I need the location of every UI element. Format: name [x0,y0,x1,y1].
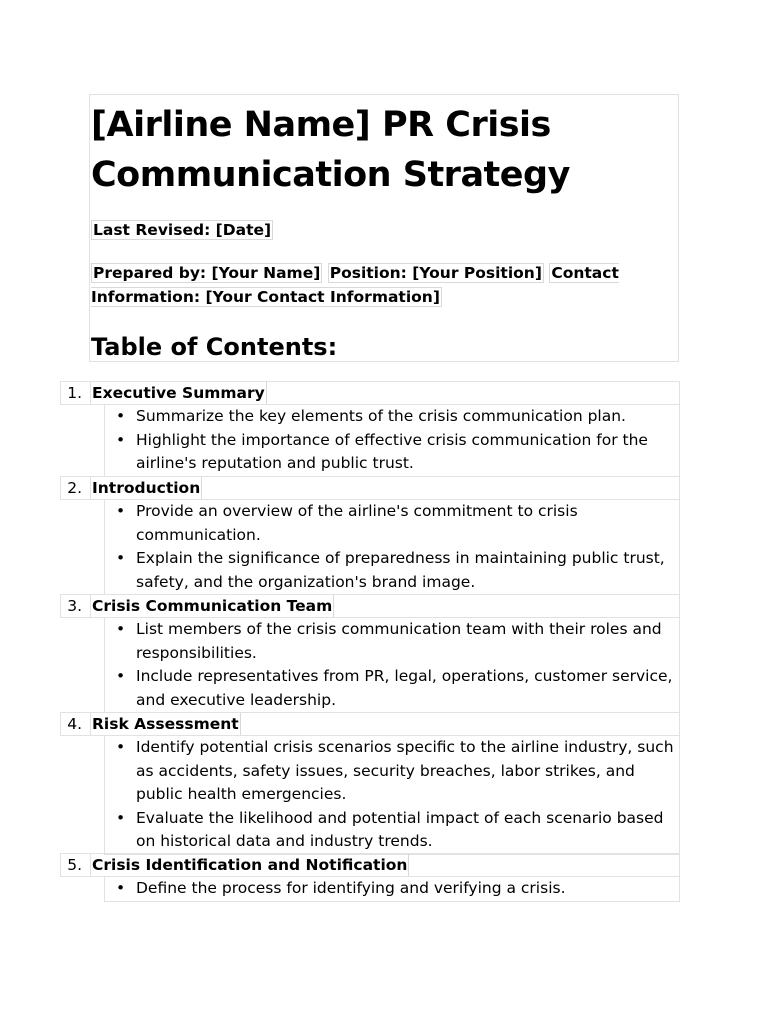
toc-section-title: Crisis Communication Team [92,597,333,615]
toc-bullet-list [104,405,680,477]
bullet-text: Highlight the importance of effective crisis communication for the airline's reputation and public trust. [136,430,648,472]
toc-section-header [60,594,680,618]
bullet-icon: • [116,620,126,638]
last-revised-line [91,218,273,242]
bullet-icon: • [116,407,126,425]
toc-section-header [60,712,680,736]
toc-section-header [60,476,680,500]
toc-heading: Table of Contents: [91,333,338,361]
bullet-text: List members of the crisis communication team with their roles and responsibilities. [136,620,662,662]
bullet-text: Define the process for identifying and verifying a crisis. [136,879,566,897]
position: Position: [Your Position] [329,264,542,282]
toc-section-number: 1. [61,382,91,404]
toc-bullet-list [104,877,680,902]
list-item [105,500,677,547]
bullet-text: Identify potential crisis scenarios specific to the airline industry, such as accidents, safety issues, security breaches, labor strikes, and public health emergencies. [136,738,674,803]
list-item [105,405,677,429]
toc-section-risk-assessment [60,712,680,855]
toc-section-title: Crisis Identification and Notification [92,856,408,874]
toc-section-introduction [60,476,680,595]
toc-section-number: 3. [61,595,91,617]
bullet-icon: • [116,430,126,449]
toc-section-title: Risk Assessment [92,715,239,733]
list-item [105,736,677,807]
toc-section-header [60,381,680,405]
toc-bullet-list [104,736,680,855]
bullet-icon: • [116,808,126,827]
last-revised: Last Revised: [Date] [93,221,272,239]
toc-section-executive-summary [60,381,680,477]
contact-information: Contact Information: [Your Contact Information] [91,264,619,306]
toc-section-number: 4. [61,713,91,735]
list-item [105,877,677,901]
toc-section-crisis-communication-team [60,594,680,713]
prepared-by: Prepared by: [Your Name] [93,264,321,282]
prepared-by-line [91,261,676,309]
bullet-icon: • [116,549,126,567]
toc-section-number: 2. [61,477,91,499]
list-item [105,547,677,594]
toc-bullet-list [104,500,680,595]
toc-section-header [60,853,680,877]
list-item [105,429,677,476]
bullet-text: Evaluate the likelihood and potential impact of each scenario based on historical data and industry trends. [136,808,664,850]
bullet-text: Explain the significance of preparedness in maintaining public trust, safety, and the organization's brand image. [136,549,665,591]
list-item [105,618,677,665]
toc-bullet-list [104,618,680,713]
toc-section-crisis-identification [60,853,680,902]
bullet-text: Provide an overview of the airline's commitment to crisis communication. [136,502,578,544]
bullet-icon: • [116,667,126,685]
toc-section-number: 5. [61,854,91,876]
bullet-icon: • [116,502,126,520]
document-title: [Airline Name] PR Crisis Communication Strategy [91,105,570,195]
bullet-icon: • [116,738,126,756]
bullet-text: Summarize the key elements of the crisis communication plan. [136,407,626,425]
list-item [105,665,677,712]
bullet-text: Include representatives from PR, legal, operations, customer service, and executive leadership. [136,667,673,709]
toc-section-title: Executive Summary [92,384,265,402]
toc-section-title: Introduction [92,479,201,497]
bullet-icon: • [116,879,126,897]
list-item [105,807,677,854]
